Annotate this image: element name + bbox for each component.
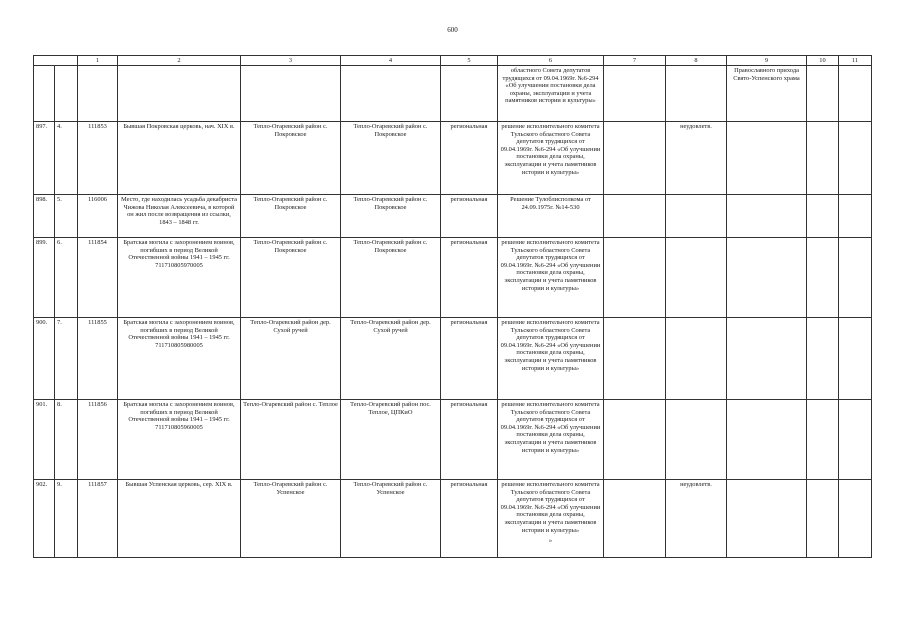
table-row: [34, 480, 872, 558]
closing-mark: »: [548, 537, 553, 545]
cell-col11: [839, 195, 872, 238]
cell-name: Бывшая Покровская церковь, нач. XIX в.: [118, 122, 241, 195]
cell-document: решение исполнительного комитета Тульского областного Совета депутатов трудящихся от 09.04.1969г. №6-294 «Об улучшении постановки дела охраны, эксплуатации и учета памятников истории и культуры»: [498, 238, 604, 318]
cell-category: региональная: [441, 400, 498, 480]
cell-name: Место, где находилась усадьба декабриста Чижова Николая Алексеевича, в которой он жил после возвращения из ссылки, 1843 – 1848 гг.: [118, 195, 241, 238]
page-number: 600: [447, 26, 458, 34]
cell-code: [78, 66, 118, 122]
cell-col11: [839, 318, 872, 400]
cell-name: Братская могила с захоронением воинов, погибших в период Великой Отечественной войны 1941 – 1945 гг. 711710805970005: [118, 238, 241, 318]
cell-condition: [666, 318, 727, 400]
cell-col7: [604, 480, 666, 558]
cell-code: 111853: [78, 122, 118, 195]
cell-location: Тепло-Огаревский район с. Покровское: [241, 195, 341, 238]
header-cell-5: 5: [441, 56, 498, 66]
continuation-row: [34, 66, 872, 122]
cell-location: Тепло-Огаревский район с. Теплое: [241, 400, 341, 480]
cell-col11: [839, 122, 872, 195]
cell-name: [118, 66, 241, 122]
cell-col10: [807, 195, 839, 238]
cell-col10: [807, 318, 839, 400]
cell-document: решение исполнительного комитета Тульского областного Совета депутатов трудящихся от 09.04.1969г. №6-294 «Об улучшении постановки дела охраны, эксплуатации и учета памятников истории и культуры»: [498, 318, 604, 400]
table-row: [34, 318, 872, 400]
monuments-registry-table: [33, 55, 872, 558]
cell-col7: [604, 66, 666, 122]
cell-col7: [604, 195, 666, 238]
cell-col10: [807, 122, 839, 195]
cell-category: [441, 66, 498, 122]
cell-idx: 5.: [55, 195, 78, 238]
cell-col10: [807, 480, 839, 558]
cell-owner: [727, 238, 807, 318]
cell-owner: [727, 400, 807, 480]
cell-condition: [666, 400, 727, 480]
cell-num: 898.: [34, 195, 55, 238]
cell-col7: [604, 400, 666, 480]
cell-name: Братская могила с захоронением воинов, погибших в период Великой Отечественной войны 1941 – 1945 гг. 711710805960005: [118, 400, 241, 480]
cell-category: региональная: [441, 318, 498, 400]
cell-col8: [666, 66, 727, 122]
cell-owner: [727, 195, 807, 238]
cell-location: Тепло-Огаревский район дер. Сухой ручей: [241, 318, 341, 400]
cell-num: 900.: [34, 318, 55, 400]
cell-document: [498, 480, 604, 558]
cell-category: региональная: [441, 480, 498, 558]
cell-idx: 9.: [55, 480, 78, 558]
cell-col11: [839, 238, 872, 318]
header-cell-2: 2: [118, 56, 241, 66]
cell-name: Братская могила с захоронением воинов, погибших в период Великой Отечественной войны 1941 – 1945 гг. 711710805980005: [118, 318, 241, 400]
cell-idx: [55, 66, 78, 122]
cell-category: региональная: [441, 195, 498, 238]
header-cell-8: 8: [666, 56, 727, 66]
cell-location: Тепло-Огаревский район с. Успенское: [241, 480, 341, 558]
cell-col7: [604, 238, 666, 318]
cell-location: Тепло-Огаревский район с. Покровское: [241, 238, 341, 318]
header-cell-10: 10: [807, 56, 839, 66]
header-cell-number: [34, 56, 78, 66]
cell-category: региональная: [441, 238, 498, 318]
cell-address: Тепло-Огаревский район с. Покровское: [341, 122, 441, 195]
cell-idx: 6.: [55, 238, 78, 318]
cell-document: решение исполнительного комитета Тульского областного Совета депутатов трудящихся от 09.04.1969г. №6-294 «Об улучшении постановки дела охраны, эксплуатации и учета памятников истории и культуры»: [498, 122, 604, 195]
cell-code: 116006: [78, 195, 118, 238]
cell-num: 899.: [34, 238, 55, 318]
cell-owner: Православного прихода Свято-Успенского храма: [727, 66, 807, 122]
header-cell-6: 6: [498, 56, 604, 66]
cell-idx: 7.: [55, 318, 78, 400]
cell-code: 111854: [78, 238, 118, 318]
header-cell-9: 9: [727, 56, 807, 66]
cell-col10: [807, 66, 839, 122]
cell-code: 111855: [78, 318, 118, 400]
cell-code: 111856: [78, 400, 118, 480]
cell-address: Тепло-Огаревский район пос. Теплое, ЦПКиО: [341, 400, 441, 480]
cell-num: 897.: [34, 122, 55, 195]
header-cell-11: 11: [839, 56, 872, 66]
cell-document: решение исполнительного комитета Тульского областного Совета депутатов трудящихся от 09.04.1969г. №6-294 «Об улучшении постановки дела охраны, эксплуатации и учета памятников истории и культуры»: [498, 400, 604, 480]
cell-condition: неудовлетв.: [666, 122, 727, 195]
cell-owner: [727, 122, 807, 195]
header-cell-1: 1: [78, 56, 118, 66]
cell-location: [241, 66, 341, 122]
cell-col11: [839, 400, 872, 480]
cell-col10: [807, 238, 839, 318]
cell-address: Тепло-Огаревский район с. Успенское: [341, 480, 441, 558]
cell-col7: [604, 318, 666, 400]
cell-address: Тепло-Огаревский район с. Покровское: [341, 238, 441, 318]
header-cell-4: 4: [341, 56, 441, 66]
cell-col11: [839, 480, 872, 558]
cell-col10: [807, 400, 839, 480]
cell-num: 902.: [34, 480, 55, 558]
cell-location: Тепло-Огаревский район с. Покровское: [241, 122, 341, 195]
cell-document: Решение Тулоблисполкома от 24.09.1975г. №14-530: [498, 195, 604, 238]
cell-idx: 4.: [55, 122, 78, 195]
cell-col7: [604, 122, 666, 195]
cell-condition: неудовлетв.: [666, 480, 727, 558]
cell-category: региональная: [441, 122, 498, 195]
cell-col11: [839, 66, 872, 122]
cell-idx: 8.: [55, 400, 78, 480]
cell-owner: [727, 318, 807, 400]
header-row: [34, 56, 872, 66]
header-cell-7: 7: [604, 56, 666, 66]
table-row: [34, 122, 872, 195]
cell-address: Тепло-Огаревский район с. Покровское: [341, 195, 441, 238]
table-row: [34, 195, 872, 238]
cell-address: [341, 66, 441, 122]
cell-code: 111857: [78, 480, 118, 558]
header-cell-3: 3: [241, 56, 341, 66]
cell-condition: [666, 238, 727, 318]
table-row: [34, 400, 872, 480]
cell-num: [34, 66, 55, 122]
cell-document: областного Совета депутатов трудящихся от 09.04.1969г. №6-294 «Об улучшении постановки дела охраны, эксплуатации и учета памятников истории и культуры»: [498, 66, 604, 122]
table-row: [34, 238, 872, 318]
cell-condition: [666, 195, 727, 238]
cell-owner: [727, 480, 807, 558]
cell-name: Бывшая Успенская церковь, сер. XIX в.: [118, 480, 241, 558]
cell-address: Тепло-Огаревский район дер. Сухой ручей: [341, 318, 441, 400]
cell-num: 901.: [34, 400, 55, 480]
document-text: решение исполнительного комитета Тульского областного Совета депутатов трудящихся от 09.04.1969г. №6-294 «Об улучшении постановки дела охраны, эксплуатации и учета памятников истории и культуры»: [500, 481, 601, 534]
